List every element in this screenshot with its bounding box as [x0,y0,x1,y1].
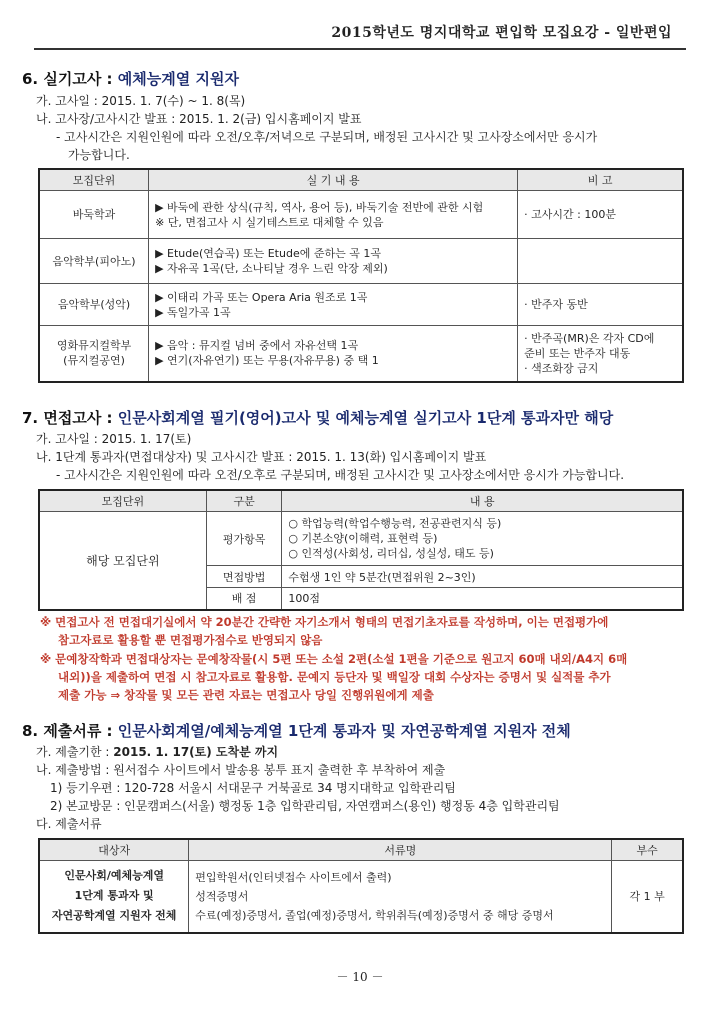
col-header-content: 내 용 [282,490,683,512]
unit-cell [39,239,149,284]
copies-cell: 각 1 부 [612,861,683,933]
s7-line-time-note: - 고사시간은 지원인원에 따라 오전/오후로 구분되며, 배정된 고사시간 및 고사장소에서만 응시가 가능합니다. [56,468,625,482]
section-8-heading [22,720,571,741]
unit-label: 영화뮤지컬학부 [56,339,132,353]
doc-line: 편입학원서(인터넷접수 사이트에서 출력) [195,870,392,884]
note-cell [518,239,683,284]
unit-label: (뮤지컬공연) [63,354,125,368]
s8-line-method: 나. 제출방법 : 원서접수 사이트에서 발송용 봉투 표지 출력한 후 부착하여 제출 [36,763,446,777]
section-6-heading [22,68,239,89]
s6-line-announce: 나. 고사장/고사시간 발표 : 2015. 1. 2(금) 입시홈페이지 발표 [36,112,362,126]
section-6-title: 예체능계열 지원자 [117,70,239,88]
practical-exam-table [38,168,684,383]
content-line: ▶ 독일가곡 1곡 [155,305,231,319]
documents-table [38,838,684,934]
section-7-prefix: 면접고사 : [43,409,113,427]
content-cell [282,512,683,566]
target-line: 인문사회/예체능계열 [64,869,164,883]
unit-cell [39,284,149,326]
s6-line-exam-date: 가. 고사일 : 2015. 1. 7(수) ~ 1. 8(목) [36,94,246,108]
s8-line-deadline [36,744,278,760]
col-header-unit: 모집단위 [39,490,206,512]
content-line: ○ 학업능력(학업수행능력, 전공관련지식 등) [288,517,502,530]
section-7-number: 7. [22,409,39,427]
content-cell [149,326,518,382]
category-cell: 배 점 [206,588,282,610]
page-header-title: 2015학년도 명지대학교 편입학 모집요강 - 일반편입 [331,25,672,41]
target-line: 자연공학계열 지원자 전체 [51,909,177,923]
content-line: ▶ 이태리 가곡 또는 Opera Aria 원조로 1곡 [155,290,368,304]
content-line: ▶ 자유곡 1곡(단, 소나티날 경우 느린 악장 제외) [155,262,388,275]
doc-line: 수료(예정)증명서, 졸업(예정)증명서, 학위취득(예정)증명서 중 해당 증명서 [195,908,554,922]
interview-table [38,489,684,611]
section-8-prefix: 제출서류 : [43,722,113,740]
interview-note-1: ※ 면접고사 전 면접대기실에서 약 20분간 간략한 자기소개서 형태의 면접기초자료를 작성하며, 이는 면접평가에 [40,615,609,629]
unit-label: 바둑학과 [72,208,116,221]
deadline-value: 2015. 1. 17(토) 도착분 까지 [113,745,279,759]
s6-line-time-note: - 고사시간은 지원인원에 따라 오전/오후/저녁으로 구분되며, 배정된 고사시간 및 고사장소에서만 응시가 [56,130,598,144]
docs-cell [189,861,612,933]
content-line: ▶ 연기(자유연기) 또는 무용(자유무용) 중 택 1 [155,354,379,368]
note-cell [518,191,683,239]
section-7-title: 인문사회계열 필기(영어)고사 및 예체능계열 실기고사 1단계 통과자만 해당 [117,409,614,427]
content-line: ○ 기본소양(이해력, 표현력 등) [288,532,438,545]
content-cell: 100점 [282,588,683,610]
page-number: － 10 － [336,970,384,984]
content-line: ※ 단, 면접고사 시 실기테스트로 대체할 수 있음 [155,215,384,229]
table-row [39,239,683,284]
s8-line-docs: 다. 제출서류 [36,817,102,831]
content-line: ▶ Etude(연습곡) 또는 Etude에 준하는 곡 1곡 [155,247,381,260]
s6-line-time-note-cont: 가능합니다. [68,148,130,162]
note-line: · 고사시간 : 100분 [524,208,616,221]
content-cell [149,239,518,284]
section-7-heading [22,407,613,428]
unit-cell [39,191,149,239]
header-divider [34,48,686,50]
unit-label: 음악학부(피아노) [52,254,136,268]
interview-note-2-cont-2: 제출 가능 ⇒ 창작물 및 모든 관련 자료는 면접고사 당일 진행위원에게 제출 [58,688,434,702]
unit-cell [39,326,149,382]
deadline-label: 가. 제출기한 : [36,745,114,759]
interview-note-2: ※ 문예창작학과 면접대상자는 문예창작물(시 5편 또는 소설 2편(소설 1편을 기준으로 원고지 60매 내외/A4지 6매 [40,652,628,666]
col-header-content: 실 기 내 용 [149,169,518,191]
s8-line-visit: 2) 본교방문 : 인문캠퍼스(서울) 행정동 1층 입학관리팀, 자연캠퍼스(용인) 행정동 4층 입학관리팀 [50,799,560,813]
note-line: · 색조화장 금지 [524,361,599,375]
target-line: 1단계 통과자 및 [74,889,154,903]
category-cell: 면접방법 [206,566,282,588]
col-header-category: 구분 [206,490,282,512]
section-8-title: 인문사회계열/예체능계열 1단계 통과자 및 자연공학계열 지원자 전체 [117,722,571,740]
table-row [39,512,683,566]
note-line: · 반주자 동반 [524,298,588,311]
content-line: ○ 인적성(사회성, 리더십, 성실성, 태도 등) [288,547,494,560]
section-8-number: 8. [22,722,39,740]
section-6-number: 6. [22,70,39,88]
section-6-prefix: 실기고사 : [43,70,113,88]
target-cell [39,861,189,933]
col-header-copies: 부수 [612,839,683,861]
note-cell [518,326,683,382]
s7-line-exam-date: 가. 고사일 : 2015. 1. 17(토) [36,432,192,446]
table-row [39,191,683,239]
table-row [39,861,683,933]
content-line: ▶ 음악 : 뮤지컬 넘버 중에서 자유선택 1곡 [155,339,359,353]
content-cell: 수험생 1인 약 5분간(면접위원 2~3인) [282,566,683,588]
content-cell [149,191,518,239]
content-cell [149,284,518,326]
interview-note-2-cont: 내외))을 제출하여 면접 시 참고자료로 활용함. 문예지 등단자 및 백일장 대회 수상자는 증명서 및 실적물 추가 [58,670,611,684]
unit-label: 음악학부(성악) [57,298,131,311]
col-header-unit: 모집단위 [39,169,149,191]
doc-line: 성적증명서 [195,889,249,903]
col-header-docs: 서류명 [189,839,612,861]
s7-line-announce: 나. 1단계 통과자(면접대상자) 및 고사시간 발표 : 2015. 1. 13(화) 입시홈페이지 발표 [36,450,487,464]
col-header-note: 비 고 [518,169,683,191]
s8-line-mail: 1) 등기우편 : 120-728 서울시 서대문구 거북골로 34 명지대학교 입학관리팀 [50,781,456,795]
note-cell [518,284,683,326]
category-cell: 평가항목 [206,512,282,566]
unit-cell: 해당 모집단위 [39,512,206,610]
interview-note-1-cont: 참고자료로 활용할 뿐 면접평가점수로 반영되지 않음 [58,633,323,647]
table-row [39,326,683,382]
content-line: ▶ 바둑에 관한 상식(규칙, 역사, 용어 등), 바둑기술 전반에 관한 시험 [155,200,484,214]
note-line: 준비 또는 반주자 대동 [524,346,631,360]
col-header-target: 대상자 [39,839,189,861]
table-row [39,284,683,326]
note-line: · 반주곡(MR)은 각자 CD에 [524,331,655,345]
